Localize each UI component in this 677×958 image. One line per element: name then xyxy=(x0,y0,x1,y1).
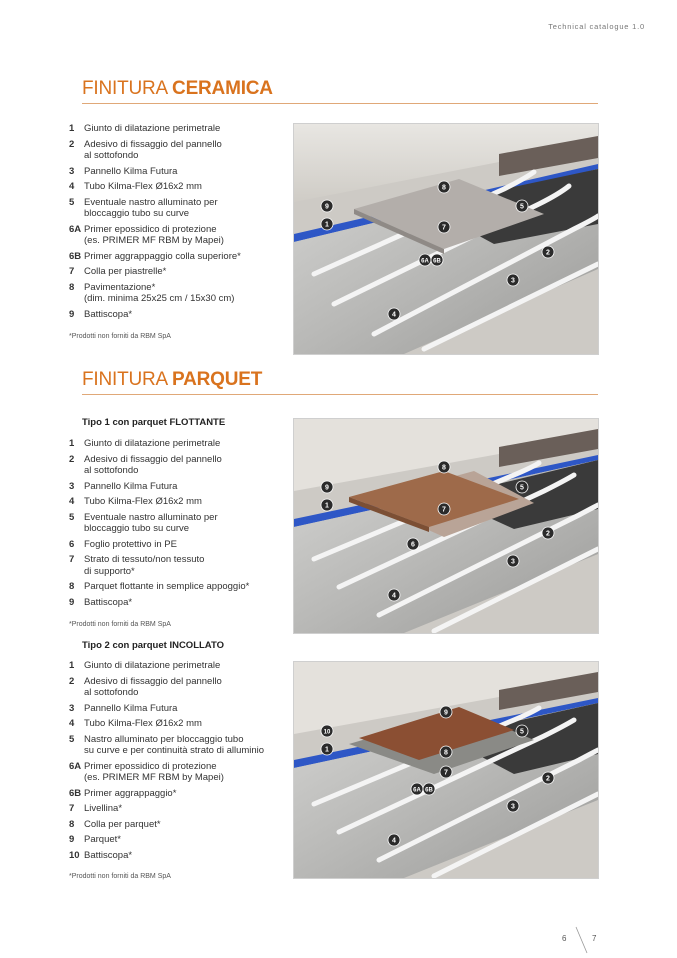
badge-label: 7 xyxy=(442,224,446,232)
badge-label: 2 xyxy=(546,249,550,257)
item-text: Battiscopa* xyxy=(84,596,133,608)
item-text: Battiscopa* xyxy=(84,308,133,320)
item-number: 4 xyxy=(69,181,75,192)
item-text: Primer epossidico di protezione (es. PRIMER MF RBM by Mapei) xyxy=(84,223,224,246)
item-text: Giunto di dilatazione perimetrale xyxy=(84,123,221,134)
badge-label: 8 xyxy=(444,749,448,757)
item-number: 5 xyxy=(69,733,75,745)
section-title-parquet xyxy=(82,369,262,391)
item-number: 6A xyxy=(69,760,82,772)
item-number: 6A xyxy=(69,223,82,235)
item-number: 5 xyxy=(69,511,75,523)
list-item xyxy=(69,761,291,784)
figure-label-badge xyxy=(542,772,554,784)
badge-label: 1 xyxy=(325,221,329,229)
item-number: 5 xyxy=(69,196,75,208)
figure-label-badge xyxy=(438,461,450,473)
figure-label-badge xyxy=(411,783,423,795)
title-light: FINITURA xyxy=(82,369,173,390)
item-number: 3 xyxy=(69,480,75,492)
list-item xyxy=(69,734,291,757)
figure-label-badge xyxy=(321,725,333,737)
components-list-tipo1 xyxy=(69,438,291,612)
item-text: Colla per piastrelle* xyxy=(84,266,167,277)
badge-label: 6A xyxy=(421,258,429,265)
footnote-ceramica: *Prodotti non forniti da RBM SpA xyxy=(69,333,171,340)
list-item xyxy=(69,251,291,263)
title-rule xyxy=(82,103,598,104)
figure-ceramica xyxy=(293,123,599,355)
item-text: Colla per parquet* xyxy=(84,818,161,830)
page-number-right: 7 xyxy=(592,934,597,943)
figure-label-badge xyxy=(516,481,528,493)
figure-label-badge xyxy=(440,746,452,758)
list-item xyxy=(69,309,291,321)
figure-label-badge xyxy=(516,725,528,737)
item-text: Primer aggrappaggio colla superiore* xyxy=(84,250,241,262)
item-number: 2 xyxy=(69,675,75,687)
list-item xyxy=(69,181,291,193)
title-light: FINITURA xyxy=(82,78,173,99)
item-text: Eventuale nastro alluminato per bloccaggio tubo su curve xyxy=(84,196,218,219)
item-text: Primer epossidico di protezione (es. PRIMER MF RBM by Mapei) xyxy=(84,760,224,783)
subtitle-tipo1: Tipo 1 con parquet FLOTTANTE xyxy=(82,417,226,428)
figure-label-badge xyxy=(321,499,333,511)
list-item xyxy=(69,597,291,609)
list-item xyxy=(69,703,291,715)
item-text: Tubo Kilma-Flex Ø16x2 mm xyxy=(84,718,202,729)
footnote-tipo1: *Prodotti non forniti da RBM SpA xyxy=(69,621,171,628)
item-text: Nastro alluminato per bloccaggio tubo su curve e per continuità strato di alluminio xyxy=(84,733,265,756)
badge-label: 9 xyxy=(325,484,329,492)
badge-label: 4 xyxy=(392,592,396,600)
item-number: 3 xyxy=(69,165,75,177)
item-number: 7 xyxy=(69,803,75,814)
title-bold: CERAMICA xyxy=(172,78,273,99)
figure-label-badge xyxy=(440,766,452,778)
figure-label-badge xyxy=(321,481,333,493)
badge-label: 6 xyxy=(411,541,415,549)
figure-label-badge xyxy=(321,200,333,212)
footnote-tipo2: *Prodotti non forniti da RBM SpA xyxy=(69,873,171,880)
figure-label-badge xyxy=(438,221,450,233)
item-number: 6B xyxy=(69,787,82,799)
list-item xyxy=(69,554,291,577)
figure-label-badge xyxy=(407,538,419,550)
figure-label-badge xyxy=(388,308,400,320)
components-list-ceramica xyxy=(69,123,291,324)
figure-label-badge xyxy=(542,246,554,258)
list-item xyxy=(69,803,291,815)
list-item xyxy=(69,166,291,178)
item-text: Battiscopa* xyxy=(84,849,133,861)
page-number-left: 6 xyxy=(562,934,567,943)
item-text: Giunto di dilatazione perimetrale xyxy=(84,438,221,449)
badge-label: 5 xyxy=(520,484,524,492)
badge-label: 8 xyxy=(442,184,446,192)
list-item xyxy=(69,581,291,593)
item-number: 1 xyxy=(69,438,75,449)
badge-label: 9 xyxy=(444,709,448,717)
item-number: 7 xyxy=(69,266,75,277)
item-number: 6 xyxy=(69,538,75,550)
badge-label: 3 xyxy=(511,277,515,285)
list-item xyxy=(69,819,291,831)
list-item xyxy=(69,718,291,730)
list-item xyxy=(69,834,291,846)
badge-label: 5 xyxy=(520,728,524,736)
badges-tipo2 xyxy=(294,662,598,878)
list-item xyxy=(69,454,291,477)
list-item xyxy=(69,512,291,535)
figure-label-badge xyxy=(388,834,400,846)
item-number: 2 xyxy=(69,453,75,465)
item-number: 6B xyxy=(69,250,82,262)
item-text: Adesivo di fissaggio del pannello al sottofondo xyxy=(84,453,222,476)
badge-label: 3 xyxy=(511,558,515,566)
list-item xyxy=(69,123,291,135)
badge-label: 6B xyxy=(425,787,433,794)
badge-label: 2 xyxy=(546,530,550,538)
item-number: 4 xyxy=(69,496,75,507)
figure-tipo1 xyxy=(293,418,599,634)
figure-label-badge xyxy=(423,783,435,795)
item-text: Adesivo di fissaggio del pannello al sottofondo xyxy=(84,675,222,698)
item-text: Pannello Kilma Futura xyxy=(84,702,178,714)
item-text: Foglio protettivo in PE xyxy=(84,538,177,550)
list-item xyxy=(69,788,291,800)
badge-label: 4 xyxy=(392,311,396,319)
badge-label: 6A xyxy=(413,787,421,794)
list-item xyxy=(69,496,291,508)
list-item xyxy=(69,438,291,450)
item-text: Eventuale nastro alluminato per bloccaggio tubo su curve xyxy=(84,511,218,534)
item-text: Tubo Kilma-Flex Ø16x2 mm xyxy=(84,496,202,507)
figure-label-badge xyxy=(516,200,528,212)
figure-label-badge xyxy=(507,555,519,567)
components-list-tipo2 xyxy=(69,660,291,865)
list-item xyxy=(69,660,291,672)
item-number: 7 xyxy=(69,554,75,565)
item-number: 10 xyxy=(69,849,80,861)
section-title-ceramica xyxy=(82,78,273,100)
title-bold: PARQUET xyxy=(172,369,263,390)
figure-label-badge xyxy=(321,743,333,755)
item-number: 1 xyxy=(69,123,75,134)
item-text: Livellina* xyxy=(84,803,123,814)
figure-label-badge xyxy=(419,254,431,266)
figure-label-badge xyxy=(321,218,333,230)
item-text: Tubo Kilma-Flex Ø16x2 mm xyxy=(84,181,202,192)
figure-tipo2 xyxy=(293,661,599,879)
badge-label: 5 xyxy=(520,203,524,211)
badge-label: 3 xyxy=(511,803,515,811)
figure-label-badge xyxy=(440,706,452,718)
list-item xyxy=(69,676,291,699)
item-text: Pannello Kilma Futura xyxy=(84,480,178,492)
list-item xyxy=(69,197,291,220)
item-number: 9 xyxy=(69,834,75,845)
badges-ceramica xyxy=(294,124,598,354)
item-number: 8 xyxy=(69,581,75,592)
catalogue-label: Technical catalogue 1.0 xyxy=(548,22,645,31)
item-text: Primer aggrappaggio* xyxy=(84,787,177,799)
badges-tipo1 xyxy=(294,419,598,633)
list-item xyxy=(69,481,291,493)
item-number: 8 xyxy=(69,281,75,293)
list-item xyxy=(69,266,291,278)
figure-label-badge xyxy=(507,800,519,812)
list-item xyxy=(69,139,291,162)
title-rule xyxy=(82,394,598,395)
item-text: Adesivo di fissaggio del pannello al sottofondo xyxy=(84,138,222,161)
item-text: Parquet* xyxy=(84,834,121,845)
item-number: 9 xyxy=(69,308,75,320)
item-number: 2 xyxy=(69,138,75,150)
item-text: Pavimentazione* (dim. minima 25x25 cm / 15x30 cm) xyxy=(84,281,235,304)
figure-label-badge xyxy=(388,589,400,601)
item-number: 4 xyxy=(69,718,75,729)
page-divider xyxy=(574,926,590,954)
badge-label: 4 xyxy=(392,837,396,845)
list-item xyxy=(69,224,291,247)
list-item xyxy=(69,282,291,305)
badge-label: 7 xyxy=(442,506,446,514)
item-number: 9 xyxy=(69,596,75,608)
item-number: 8 xyxy=(69,818,75,830)
figure-label-badge xyxy=(431,254,443,266)
badge-label: 9 xyxy=(325,203,329,211)
item-text: Strato di tessuto/non tessuto di supporto* xyxy=(84,554,205,577)
list-item xyxy=(69,539,291,551)
figure-label-badge xyxy=(507,274,519,286)
badge-label: 1 xyxy=(325,502,329,510)
item-text: Pannello Kilma Futura xyxy=(84,165,178,177)
badge-label: 2 xyxy=(546,775,550,783)
figure-label-badge xyxy=(542,527,554,539)
subtitle-tipo2: Tipo 2 con parquet INCOLLATO xyxy=(82,640,224,651)
badge-label: 6B xyxy=(433,258,441,265)
figure-label-badge xyxy=(438,503,450,515)
list-item xyxy=(69,850,291,862)
badge-label: 8 xyxy=(442,464,446,472)
badge-label: 1 xyxy=(325,746,329,754)
item-text: Giunto di dilatazione perimetrale xyxy=(84,660,221,671)
item-number: 1 xyxy=(69,660,75,671)
figure-label-badge xyxy=(438,181,450,193)
badge-label: 10 xyxy=(323,729,331,736)
item-text: Parquet flottante in semplice appoggio* xyxy=(84,581,250,592)
badge-label: 7 xyxy=(444,769,448,777)
item-number: 3 xyxy=(69,702,75,714)
